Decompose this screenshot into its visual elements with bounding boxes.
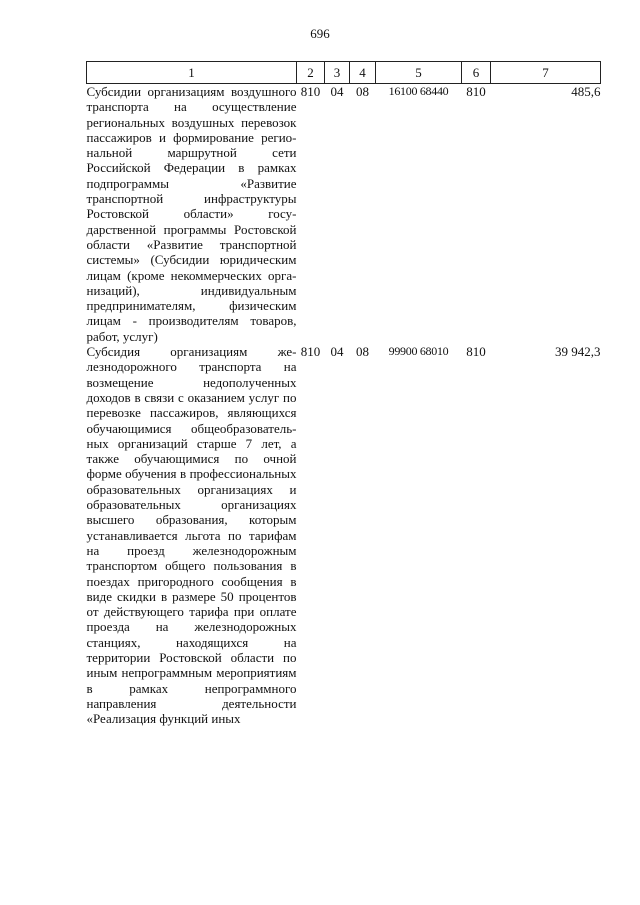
subsection-code: 08 — [356, 84, 369, 99]
section-code: 04 — [330, 84, 344, 99]
table-row — [87, 84, 601, 345]
expense-type-code: 810 — [466, 84, 486, 99]
column-header-1: 1 — [87, 62, 297, 84]
amount-value: 485,6 — [571, 84, 601, 99]
amount-value: 39 942,3 — [555, 344, 601, 360]
subsection-code: 08 — [356, 344, 369, 360]
column-header-7: 7 — [491, 62, 601, 84]
column-header-5: 5 — [376, 62, 462, 84]
column-header-2: 2 — [297, 62, 325, 84]
header-row — [87, 62, 601, 84]
table-row — [87, 344, 601, 726]
ministry-code: 810 — [300, 344, 321, 360]
expense-type-code: 810 — [466, 344, 486, 360]
budget-table — [86, 61, 601, 726]
column-header-3: 3 — [325, 62, 350, 84]
page-number: 696 — [310, 26, 330, 41]
column-header-6: 6 — [462, 62, 491, 84]
ministry-code: 810 — [300, 84, 321, 99]
section-code: 04 — [330, 344, 344, 360]
target-article-code: 99900 68010 — [388, 344, 449, 359]
column-header-4: 4 — [350, 62, 376, 84]
target-article-code: 16100 68440 — [388, 84, 449, 98]
row-description: Субсидии организациям воздушного транспорта на осуществление региональных воздушных перевозок пассажиров и формирование региональной маршрутной сети Российской Федерации в рамках подпрограммы «Развитие транспортной инфраструктуры Ростовской области» государственной программы Ростовской области «Развитие транспортной системы» (Субсидии юридическим лицам (кроме некоммерческих организаций), индивидуальным предпринимателям, физическим лицам - производителям товаров, работ, услуг) — [86, 84, 297, 344]
row-description: Субсидия организациям железнодорожного транспорта на возмещение недополученных доходов в связи с оказанием услуг по перевозке пассажиров, являющихся обучающимися общеобразовательных организаций старше 7 лет, а также обучающимися по очной форме обучения в профессиональных образовательных организациях и образовательных организациях высшего образования, которым устанавливается льгота по тарифам на проезд железнодорожным транспортом общего пользования в поездах пригородного сообщения в виде скидки в размере 50 процентов от действующего тарифа при оплате проезда на железнодорожных станциях, находящихся на территории Ростовской области по иным непрограммным мероприятиям в рамках непрограммного направления деятельности «Реализация функций иных — [86, 344, 297, 727]
